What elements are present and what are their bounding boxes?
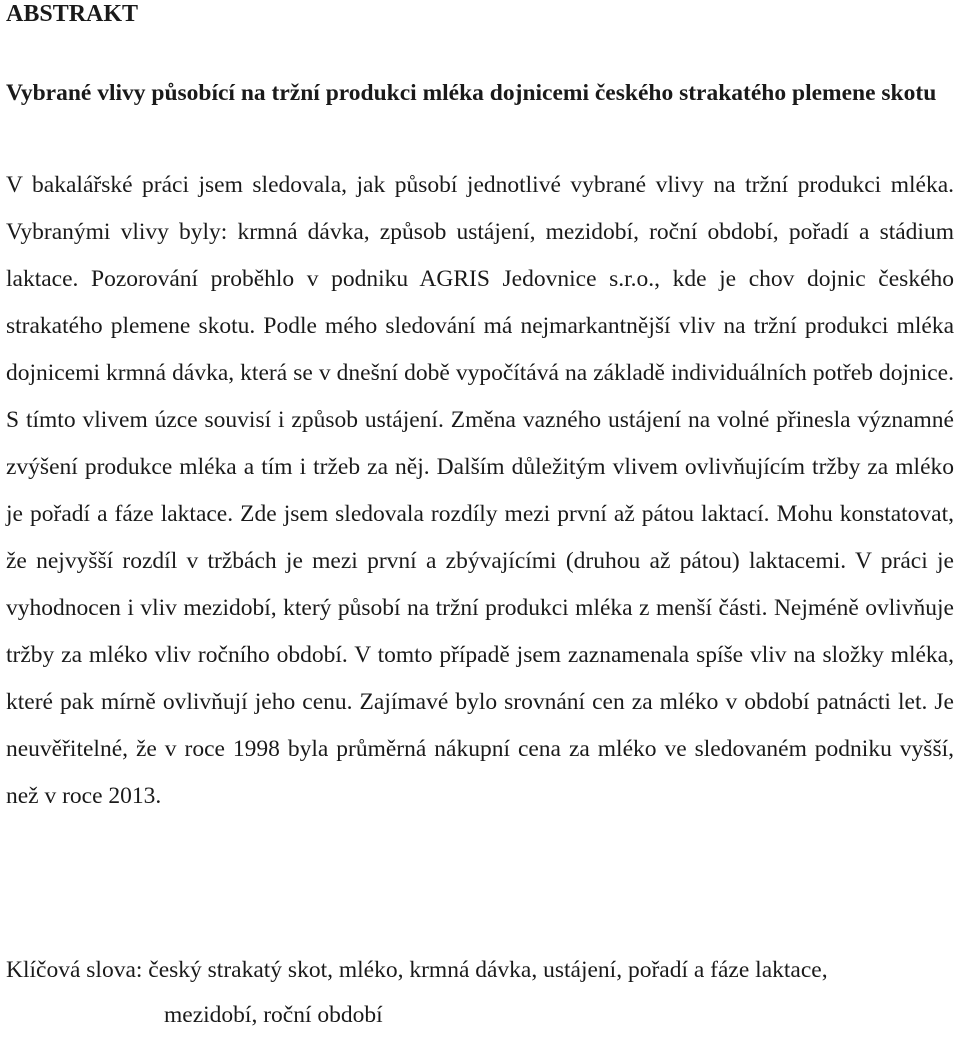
keywords-line-2: mezidobí, roční období: [164, 1002, 383, 1028]
keywords-label: Klíčová slova:: [6, 957, 143, 983]
keywords-block: [6, 948, 954, 1038]
thesis-title: Vybrané vlivy působící na tržní produkci mléka dojnicemi českého strakatého plemene skotu: [6, 80, 937, 106]
abstract-paragraph: V bakalářské práci jsem sledovala, jak působí jednotlivé vybrané vlivy na tržní produkci mléka. Vybranými vlivy byly: krmná dávka, způsob ustájení, mezidobí, roční období, pořadí a stádium laktace. Pozorování proběhlo v podniku AGRIS Jedovnice s.r.o., kde je chov dojnic českého strakatého plemene skotu. Podle mého sledování má nejmarkantnější vliv na tržní produkci mléka dojnicemi krmná dávka, která se v dnešní době vypočítává na základě individuálních potřeb dojnice. S tímto vlivem úzce souvisí i způsob ustájení. Změna vazného ustájení na volné přinesla významné zvýšení produkce mléka a tím i tržeb za něj. Dalším důležitým vlivem ovlivňujícím tržby za mléko je pořadí a fáze laktace. Zde jsem sledovala rozdíly mezi první až pátou laktací. Mohu konstatovat, že nejvyšší rozdíl v tržbách je mezi první a zbývajícími (druhou až pátou) laktacemi. V práci je vyhodnocen i vliv mezidobí, který působí na tržní produkci mléka z menší části. Nejméně ovlivňuje tržby za mléko vliv ročního období. V tomto případě jsem zaznamenala spíše vliv na složky mléka, které pak mírně ovlivňují jeho cenu. Zajímavé bylo srovnání cen za mléko v období patnácti let. Je neuvěřitelné, že v roce 1998 byla průměrná nákupní cena za mléko ve sledovaném podniku vyšší, než v roce 2013.: [6, 172, 954, 809]
section-heading: ABSTRAKT: [6, 1, 139, 27]
keywords-line-1: český strakatý skot, mléko, krmná dávka, ustájení, pořadí a fáze laktace,: [148, 957, 828, 983]
